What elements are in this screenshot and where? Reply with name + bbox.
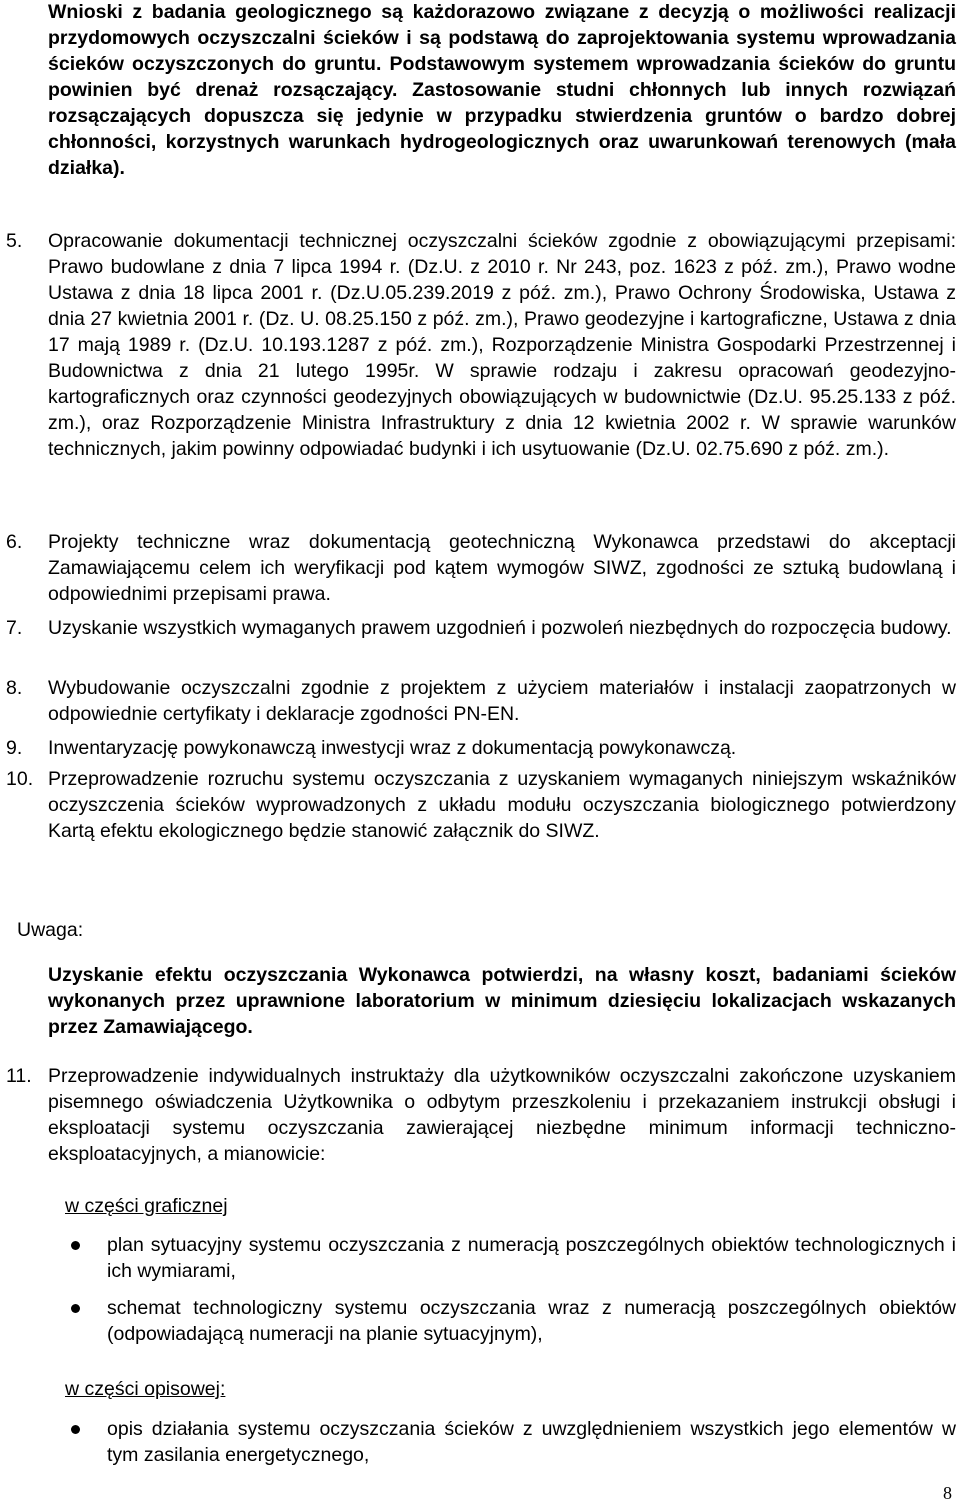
note-heading: Uwaga:: [17, 919, 84, 941]
list-item: [0, 615, 956, 641]
list-item-number: 8.: [6, 677, 23, 699]
list-item-text: Inwentaryzację powykonawczą inwestycji wraz z dokumentacją powykonawczą.: [48, 737, 737, 759]
section-heading-graphic: w części graficznej: [65, 1195, 228, 1217]
list-item-number: 10.: [6, 768, 34, 790]
list-item-text: Przeprowadzenie rozruchu systemu oczyszczania z uzyskaniem wymaganych niniejszym wskaźników oczyszczenia ścieków wyprowadzonych z układu modułu oczyszczania biologicznego potwierdzony Kartą efektu ekologicznego będzie stanowić załącznik do SIWZ.: [48, 768, 956, 842]
list-item: [0, 1063, 956, 1167]
bullet-item: [65, 1295, 956, 1347]
bullet-icon: [71, 1241, 80, 1250]
bullet-text: opis działania systemu oczyszczania ścieków z uwzględnieniem wszystkich jego elementów w tym zasilania energetycznego,: [107, 1418, 956, 1466]
intro-paragraph: Wnioski z badania geologicznego są każdorazowo związane z decyzją o możliwości realizacji przydomowych oczyszczalni ścieków i są podstawą do zaprojektowania systemu wprowadzania ścieków oczyszczonych do gruntu. Podstawowym systemem wprowadzania ścieków do gruntu powinien być drenaż rozsączający. Zastosowanie studni chłonnych lub innych rozwiązań rozsączających dopuszcza się jedynie w przypadku stwierdzenia gruntów o bardzo dobrej chłonności, korzystnych warunkach hydrogeologicznych oraz uwarunkowań terenowych (mała działka).: [48, 1, 956, 179]
note-text: Uzyskanie efektu oczyszczania Wykonawca potwierdzi, na własny koszt, badaniami ścieków wykonanych przez uprawnione laboratorium w minimum dziesięciu lokalizacjach wskazanych przez Zamawiającego.: [48, 964, 956, 1038]
section-heading-descriptive: w części opisowej:: [65, 1378, 226, 1400]
list-item-text: Opracowanie dokumentacji technicznej oczyszczalni ścieków zgodnie z obowiązującymi przepisami: Prawo budowlane z dnia 7 lipca 1994 r. (Dz.U. z 2010 r. Nr 243, poz. 1623 z póź. zm.), Prawo wodne Ustawa z dnia 18 lipca 2001 r. (Dz.U.05.239.2019 z póź. zm.), Prawo Ochrony Środowiska, Ustawa z dnia 27 kwietnia 2001 r. (Dz. U. 08.25.150 z póź. zm.), Prawo geodezyjne i kartograficzne, Ustawa z dnia 17 mają 1989 r. (Dz.U. 10.193.1287 z póź. zm.), Rozporządzenie Ministra Gospodarki Przestrzennej i Budownictwa z dnia 21 lutego 1995r. W sprawie rodzaju i zakresu opracowań geodezyjno-kartograficznych oraz czynności geodezyjnych obowiązujących w budownictwie (Dz.U. 95.25.133 z póź. zm.), oraz Rozporządzenie Ministra Infrastruktury z dnia 12 kwietnia 2002 r. W sprawie warunków technicznych, jakim powinny odpowiadać budynki i ich usytuowanie (Dz.U. 02.75.690 z póź. zm.).: [48, 230, 956, 460]
list-item: [0, 675, 956, 727]
list-item: [0, 228, 956, 462]
list-item: [0, 766, 956, 844]
list-item-number: 6.: [6, 531, 23, 553]
list-item-number: 7.: [6, 617, 23, 639]
bullet-icon: [71, 1425, 80, 1434]
list-item: [0, 735, 956, 761]
list-item: [0, 529, 956, 607]
bullet-icon: [71, 1304, 80, 1313]
list-item-number: 9.: [6, 737, 23, 759]
list-item-text: Projekty techniczne wraz dokumentacją geotechniczną Wykonawca przedstawi do akceptacji Zamawiającemu celem ich weryfikacji pod kątem wymogów SIWZ, zgodności ze sztuką budowlaną i odpowiednimi przepisami prawa.: [48, 531, 956, 605]
list-item-number: 11.: [6, 1065, 32, 1087]
bullet-item: [65, 1232, 956, 1284]
list-item-number: 5.: [6, 230, 23, 252]
bullet-text: schemat technologiczny systemu oczyszczania wraz z numeracją poszczególnych obiektów (odpowiadającą numeracji na planie sytuacyjnym),: [107, 1297, 956, 1345]
list-item-text: Wybudowanie oczyszczalni zgodnie z projektem z użyciem materiałów i instalacji zaopatrzonych w odpowiednie certyfikaty i deklaracje zgodności PN-EN.: [48, 677, 956, 725]
list-item-text: Uzyskanie wszystkich wymaganych prawem uzgodnień i pozwoleń niezbędnych do rozpoczęcia budowy.: [48, 617, 952, 639]
bullet-text: plan sytuacyjny systemu oczyszczania z numeracją poszczególnych obiektów technologicznych i ich wymiarami,: [107, 1234, 956, 1282]
page-number: 8: [943, 1483, 952, 1503]
bullet-item: [65, 1416, 956, 1468]
list-item-text: Przeprowadzenie indywidualnych instruktaży dla użytkowników oczyszczalni zakończone uzyskaniem pisemnego oświadczenia Użytkownika o odbytym przeszkoleniu i przekazaniem instrukcji obsługi i eksploatacji systemu oczyszczania zawierającej niezbędne minimum informacji techniczno-eksploatacyjnych, a mianowicie:: [48, 1065, 956, 1165]
